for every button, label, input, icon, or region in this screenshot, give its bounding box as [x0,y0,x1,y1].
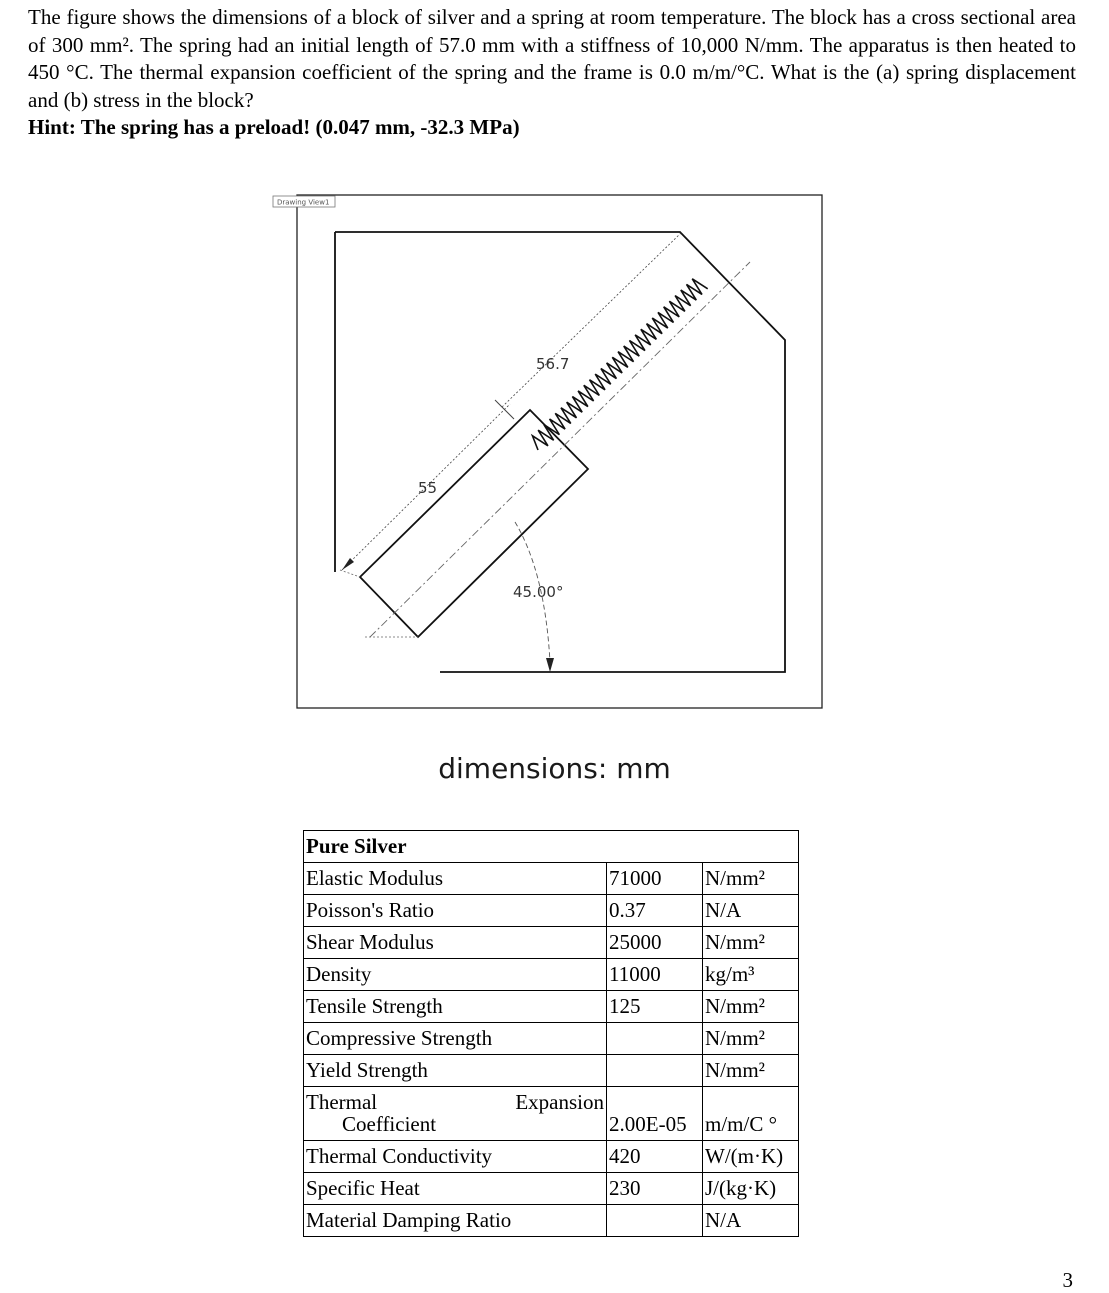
property-unit: N/mm² [703,863,799,895]
problem-hint: Hint: The spring has a preload! (0.047 mm, -32.3 MPa) [28,115,520,139]
dimensions-caption: dimensions: mm [438,752,671,785]
table-header-row [304,831,799,863]
drawing-figure [270,192,830,717]
property-unit: N/mm² [703,1055,799,1087]
property-value [607,1205,703,1237]
property-value [607,1023,703,1055]
property-name: Elastic Modulus [304,863,607,895]
table-row [304,1055,799,1087]
view-tag-label: Drawing View1 [277,198,330,207]
property-unit: N/mm² [703,991,799,1023]
property-name: Yield Strength [304,1055,607,1087]
table-row [304,927,799,959]
table-row [304,959,799,991]
table-row [304,1173,799,1205]
view-frame [297,195,822,708]
drawing-svg [270,192,830,717]
property-unit: kg/m³ [703,959,799,991]
property-name: Poisson's Ratio [304,895,607,927]
property-name: Density [304,959,607,991]
ext-line-left [340,570,360,577]
property-unit: W/(m·K) [703,1141,799,1173]
table-row [304,991,799,1023]
property-value: 25000 [607,927,703,959]
table-row [304,1023,799,1055]
property-name-line1 [306,1091,604,1113]
problem-statement [28,4,1076,142]
dim-block-label: 55 [418,479,438,497]
angle-arrow [546,658,554,672]
property-value: 0.37 [607,895,703,927]
property-value: 11000 [607,959,703,991]
property-name-thermal-expansion [304,1087,607,1141]
page-number: 3 [1062,1268,1073,1292]
material-properties-table [303,830,799,1237]
property-unit: N/A [703,895,799,927]
table-title: Pure Silver [304,831,799,863]
property-unit: J/(kg·K) [703,1173,799,1205]
dim-block-arrow [342,558,354,570]
property-name-part: Expansion [515,1090,604,1114]
frame-top-chamfer [335,232,785,672]
problem-paragraph: The figure shows the dimensions of a block of silver and a spring at room temperature. The block has a cross sectional area of 300 mm². The spring had an initial length of 57.0 mm with a stiffness of 10,000 N/mm. The apparatus is then heated to 450 °C. The thermal expansion coefficient of the spring and the frame is 0.0 m/m/°C. What is the (a) spring displacement and (b) stress in the block? [28,5,1076,112]
property-unit: N/mm² [703,1023,799,1055]
property-name: Specific Heat [304,1173,607,1205]
property-name: Material Damping Ratio [304,1205,607,1237]
property-unit: m/m/C ° [703,1087,799,1141]
dim-spring-label: 56.7 [536,355,570,373]
property-value: 230 [607,1173,703,1205]
property-unit: N/A [703,1205,799,1237]
dim-angle-label: 45.00° [513,583,564,601]
table-row [304,1141,799,1173]
property-name: Tensile Strength [304,991,607,1023]
table-row [304,863,799,895]
property-name: Shear Modulus [304,927,607,959]
property-name-line2: Coefficient [342,1112,437,1136]
property-value: 125 [607,991,703,1023]
property-value: 71000 [607,863,703,895]
property-value [607,1055,703,1087]
property-value: 420 [607,1141,703,1173]
silver-block [360,410,588,637]
table-row [304,1205,799,1237]
property-value: 2.00E-05 [607,1087,703,1141]
property-name: Compressive Strength [304,1023,607,1055]
property-name: Thermal Conductivity [304,1141,607,1173]
property-name-part: Thermal [306,1090,378,1114]
centerline [370,262,750,637]
property-unit: N/mm² [703,927,799,959]
table-row [304,895,799,927]
table-row [304,1087,799,1141]
